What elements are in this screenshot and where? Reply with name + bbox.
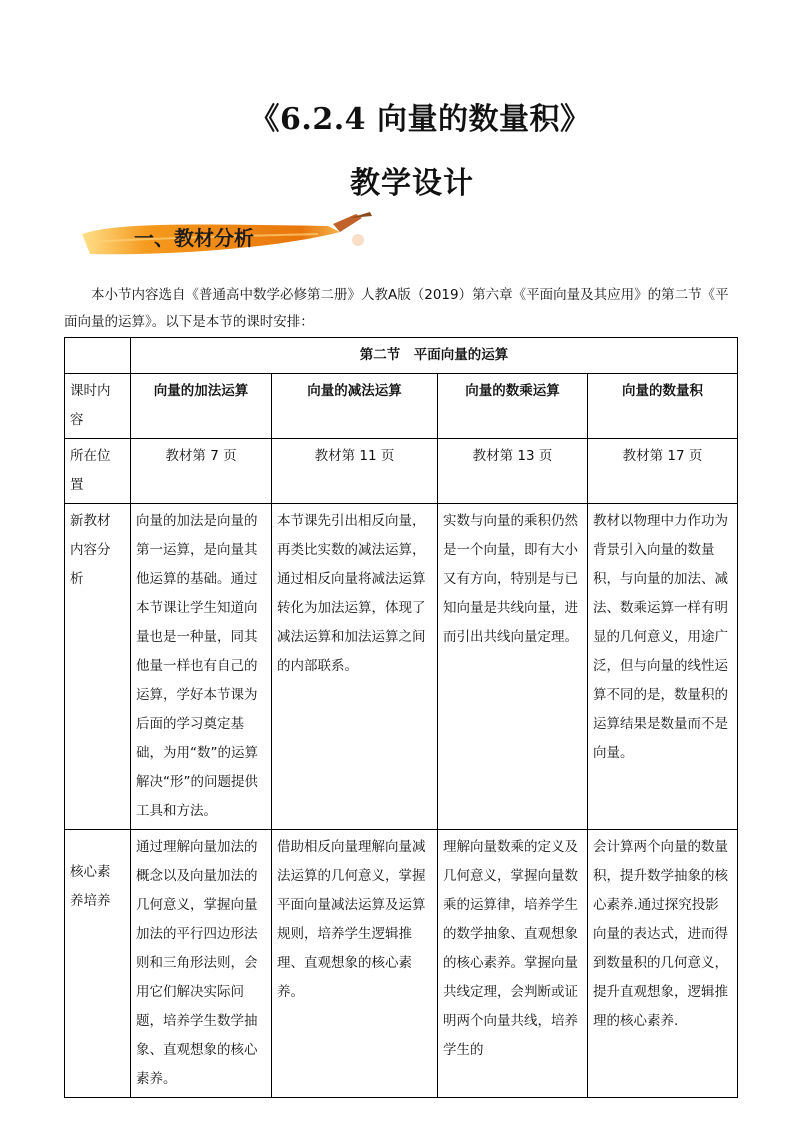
- analysis-cell: 向量的加法是向量的第一运算，是向量其他运算的基础。通过本节课让学生知道向量也是一种量，同其他量一样也有自己的运算，学好本节课为后面的学习奠定基础，为用“数”的运算解决“形”的问题提供工具和方法。: [131, 504, 272, 830]
- page-cell: 教材第 17 页: [588, 439, 738, 504]
- row-label-location: 所在位 置: [65, 439, 131, 504]
- analysis-cell: 实数与向量的乘积仍然是一个向量，即有大小又有方向，特别是与已知向量是共线向量，进而引出共线向量定理。: [438, 504, 588, 830]
- section-header-cell: 第二节 平面向量的运算: [131, 338, 738, 374]
- analysis-cell: 本节课先引出相反向量，再类比实数的减法运算，通过相反向量将减法运算转化为加法运算，体现了减法运算和加法运算之间的内部联系。: [272, 504, 438, 830]
- section-banner: [78, 212, 378, 262]
- page-cell: 教材第 7 页: [131, 439, 272, 504]
- column-header: 向量的减法运算: [272, 374, 438, 439]
- row-label-content: 课时内 容: [65, 374, 131, 439]
- table-corner-cell: [65, 338, 131, 374]
- document-subtitle: 教学设计: [350, 166, 474, 201]
- analysis-cell: 教材以物理中力作功为背景引入向量的数量积，与向量的加法、减法、数乘运算一样有明显的几何意义，用途广泛，但与向量的线性运算不同的是，数量积的运算结果是数量而不是向量。: [588, 504, 738, 830]
- document-title: 《6.2.4 向量的数量积》: [249, 102, 591, 137]
- page-cell: 教材第 13 页: [438, 439, 588, 504]
- schedule-table: [64, 337, 738, 1098]
- column-header: 向量的数乘运算: [438, 374, 588, 439]
- core-cell: 通过理解向量加法的概念以及向量加法的几何意义，掌握向量加法的平行四边形法则和三角形法则，会用它们解决实际问题，培养学生数学抽象、直观想象的核心素养。: [131, 830, 272, 1098]
- column-header: 向量的数量积: [588, 374, 738, 439]
- column-header: 向量的加法运算: [131, 374, 272, 439]
- row-label-analysis: 新教材 内容分 析: [65, 504, 131, 830]
- table-header-row: [65, 338, 738, 374]
- core-cell: 会计算两个向量的数量积，提升数学抽象的核心素养.通过探究投影向量的表达式，进而得到数量积的几何意义，提升直观想象，逻辑推理的核心素养.: [588, 830, 738, 1098]
- intro-paragraph: 本小节内容选自《普通高中数学必修第二册》人教A版（2019）第六章《平面向量及其应用》的第二节《平面向量的运算》。以下是本节的课时安排：: [64, 286, 729, 330]
- table-row: [65, 830, 738, 1098]
- table-row: [65, 374, 738, 439]
- row-label-core: 核心素 养培养: [65, 830, 131, 1098]
- page-cell: 教材第 11 页: [272, 439, 438, 504]
- table-row: [65, 504, 738, 830]
- table-row: [65, 439, 738, 504]
- core-cell: 借助相反向量理解向量减法运算的几何意义，掌握平面向量减法运算及运算规则，培养学生逻辑推理、直观想象的核心素养。: [272, 830, 438, 1098]
- core-cell: 理解向量数乘的定义及几何意义，掌握向量数乘的运算律，培养学生的数学抽象、直观想象的核心素养。掌握向量共线定理，会判断或证明两个向量共线，培养学生的: [438, 830, 588, 1098]
- section-heading: 一、教材分析: [134, 226, 254, 250]
